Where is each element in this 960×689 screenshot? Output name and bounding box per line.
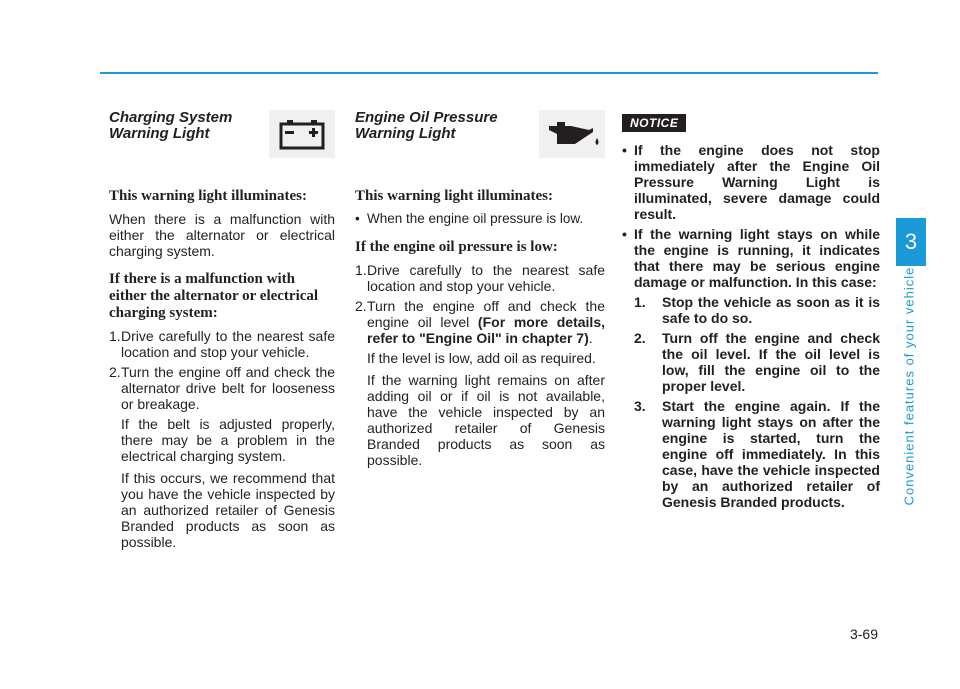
oil-note-2: If the warning light remains on after adding oil or if oil is not available, have the vehicle inspected by an authorized retailer of Genesis Branded products as soon as possible. — [367, 372, 605, 468]
notice-badge: NOTICE — [622, 114, 686, 132]
oil-section — [355, 110, 605, 474]
notice-step-3-text: Start the engine again. If the warning light stays on after the engine is started, turn the engine off immediately. In this case, have the vehicle inspected by an authorized retailer of Genesis Branded products. — [662, 398, 880, 510]
notice-step-1-text: Stop the vehicle as soon as it is safe to do so. — [662, 294, 880, 326]
battery-icon — [269, 110, 335, 158]
charging-step-2: 2. Turn the engine off and check the alternator drive belt for looseness or breakage. — [109, 364, 335, 412]
oil-bullet-1: • When the engine oil pressure is low. — [355, 211, 605, 227]
chapter-number: 3 — [904, 229, 918, 254]
oil-step-2-ref: (For more details, refer to "Engine Oil" in chapter 7) — [367, 314, 605, 346]
notice-step-2-text: Turn off the engine and check the oil level. If the oil level is low, fill the engine oil to the proper level. — [662, 330, 880, 394]
notice-step-2: 2. Turn off the engine and check the oil level. If the oil level is low, fill the engine oil to the proper level. — [634, 330, 880, 394]
notice-step-3: 3. Start the engine again. If the warning light stays on after the engine is started, turn the engine off immediately. In this case, have the vehicle inspected by an authorized retailer of Genesis Branded products. — [634, 398, 880, 510]
charging-sub2: If there is a malfunction with either the alternator or electrical charging system: — [109, 271, 319, 321]
oil-step-2: 2. Turn the engine off and check the engine oil level (For more details, refer to "Engine Oil" in chapter 7). — [355, 298, 605, 346]
chapter-title-text: Convenient features of your vehicle — [901, 266, 917, 506]
oil-sub1: This warning light illuminates: — [355, 188, 553, 204]
charging-sub1: This warning light illuminates: — [109, 188, 307, 204]
charging-title: Charging System Warning Light — [109, 109, 233, 142]
notice-bullet-1: • If the engine does not stop immediately after the Engine Oil Pressure Warning Light is illuminated, severe damage could result. — [622, 142, 880, 222]
charging-step-1: 1. Drive carefully to the nearest safe location and stop your vehicle. — [109, 328, 335, 360]
charging-step-2-text: Turn the engine off and check the alternator drive belt for looseness or breakage. — [121, 364, 335, 412]
charging-section — [109, 110, 335, 556]
oil-step-2-end: . — [588, 330, 593, 346]
oil-can-icon — [539, 110, 605, 158]
page-number: 3-69 — [849, 626, 878, 642]
charging-step-1-text: Drive carefully to the nearest safe location and stop your vehicle. — [121, 328, 335, 360]
chapter-title — [894, 266, 924, 506]
oil-sub2: If the engine oil pressure is low: — [355, 239, 558, 255]
oil-header — [355, 110, 605, 168]
notice-bullet-2: • If the warning light stays on while the engine is running, it indicates that there may be serious engine damage or malfunction. In this case: — [622, 226, 880, 290]
notice-step-1: 1. Stop the vehicle as soon as it is safe to do so. — [634, 294, 880, 326]
charging-note-2: If this occurs, we recommend that you have the vehicle inspected by an authorized retailer of Genesis Branded products as soon as possible. — [121, 470, 335, 550]
oil-step-1-text: Drive carefully to the nearest safe location and stop your vehicle. — [367, 262, 605, 294]
notice-section — [622, 110, 880, 514]
oil-step-1: 1. Drive carefully to the nearest safe location and stop your vehicle. — [355, 262, 605, 294]
header-rule — [100, 72, 878, 74]
charging-header — [109, 110, 335, 168]
charging-desc: When there is a malfunction with either the alternator or electrical charging system. — [109, 211, 335, 259]
oil-title: Engine Oil Pressure Warning Light — [355, 109, 498, 142]
charging-note-1: If the belt is adjusted properly, there may be a problem in the electrical charging system. — [121, 416, 335, 464]
chapter-tab — [896, 218, 926, 266]
oil-note-1: If the level is low, add oil as required. — [367, 350, 596, 366]
oil-step-2-text: Turn the engine off and check the engine oil level — [367, 298, 605, 330]
